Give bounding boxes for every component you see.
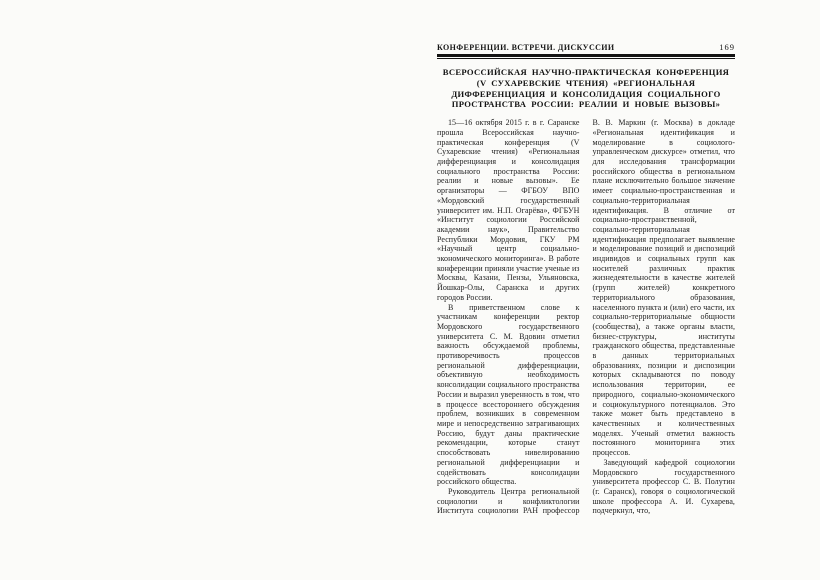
page-number: 169 [719, 42, 735, 52]
running-head [437, 42, 735, 52]
header-divider [437, 54, 735, 59]
body-paragraph: 15—16 октября 2015 г. в г. Саранске прошла Всероссийская научно-практическая конференция (V Сухаревские чтения) «Региональная дифференциация и консолидация социального пространства России: реалии и новые вызовы». Ее организаторы — ФГБОУ ВПО «Мордовский государственный университет им. Н.П. Огарёва», ФГБУН «Институт социологии Российской академии наук», Правительство Республики Мордовия, ГКУ РМ «Научный центр социально-экономического мониторинга». В работе конференции приняли участие ученые из Москвы, Казани, Пензы, Ульяновска, Йошкар-Олы, Саранска и других городов России. [437, 118, 580, 302]
article-title [437, 67, 735, 110]
body-paragraph: Руководитель Центра региональной социологии и конфликтологии Института социологии РАН профессор В. В. Маркин (г. Москва) в докладе «Региональная идентификация и моделирование в социолого-управленческом дискурсе» отметил, что для исследования трансформации российского общества в региональном плане исключительно большое значение имеет социально-пространственная и социально-территориальная идентификация. В отличие от социально-пространственной, социально-территориальная идентификация предполагает выявление и моделирование позиций и диспозиций индивидов и социальных групп как носителей различных практик жизнедеятельности в качестве жителей (групп жителей) конкретного территориального образования, населенного пункта и (или) его части, их социально-территориальные общности (сообщества), а также органы власти, бизнес-структуры, институты гражданского общества, представленные в данных территориальных образованиях, позиции и диспозиции которых складываются по поводу использования территории, ее природного, социально-экономического и социокультурного потенциалов. Это также может быть представлено в качественных и количественных моделях. Ученый отметил важность постоянного мониторинга этих процессов. [437, 118, 735, 516]
article-title-line: ПРОСТРАНСТВА РОССИИ: РЕАЛИИ И НОВЫЕ ВЫЗОВЫ» [451, 99, 721, 110]
page-text-block [437, 42, 735, 516]
body-paragraph: Заведующий кафедрой социологии Мордовского государственного университета профессор С. В. Полутин (г. Саранск), говоря о социологической школе профессора А. И. Сухарева, подчеркнул, что, [592, 457, 735, 516]
body-paragraph: В приветственном слове к участникам конференции ректор Мордовского государственного университета С. М. Вдовин отметил важность обсуждаемой проблемы, противоречивость процессов региональной дифференциации, объективную необходимость консолидации социального пространства России и выразил уверенность в том, что в процессе всестороннего обсуждения проблем, возникших в современном мире и непосредственно затрагивающих Россию, будут даны практические рекомендации, которые станут способствовать нивелированию региональной дифференциации и содействовать консолидации российского общества. [437, 302, 580, 487]
article-title-line: ДИФФЕРЕНЦИАЦИЯ И КОНСОЛИДАЦИЯ СОЦИАЛЬНОГО [451, 88, 721, 99]
article-title-line: (V СУХАРЕВСКИЕ ЧТЕНИЯ) «РЕГИОНАЛЬНАЯ [476, 77, 696, 88]
divider-thin-line [437, 58, 735, 59]
article-title-line: ВСЕРОССИЙСКАЯ НАУЧНО-ПРАКТИЧЕСКАЯ КОНФЕРЕНЦИЯ [442, 67, 730, 77]
divider-thick-line [437, 54, 735, 57]
article-body-columns [437, 118, 735, 516]
section-header: КОНФЕРЕНЦИИ. ВСТРЕЧИ. ДИСКУССИИ [437, 43, 615, 52]
